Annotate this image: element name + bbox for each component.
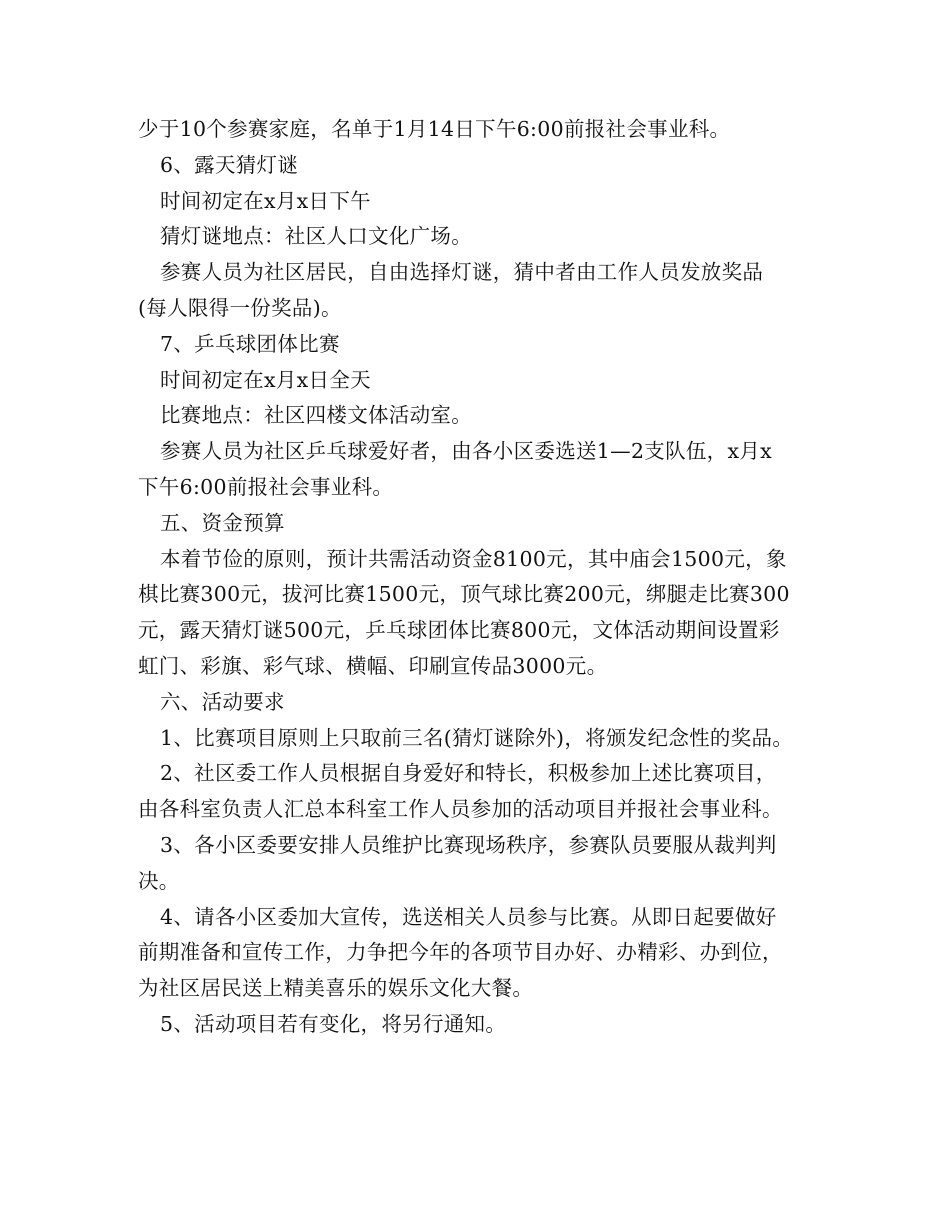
text-line: 由各科室负责人汇总本科室工作人员参加的活动项目并报社会事业科。 [138, 797, 783, 822]
document-body [138, 112, 814, 1043]
text-line: 参赛人员为社区乒乓球爱好者，由各小区委选送1—2支队伍，x月x [160, 439, 773, 464]
text-line: 六、活动要求 [160, 689, 285, 714]
text-line: 6、露天猜灯谜 [160, 152, 299, 177]
text-line: 2、社区委工作人员根据自身爱好和特长，积极参加上述比赛项目， [160, 761, 777, 786]
text-line: 决。 [138, 868, 180, 893]
text-line: 五、资金预算 [160, 510, 285, 535]
text-line: 参赛人员为社区居民，自由选择灯谜，猜中者由工作人员发放奖品 [160, 260, 764, 285]
text-line: 3、各小区委要安排人员维护比赛现场秩序，参赛队员要服从裁判判 [160, 832, 777, 857]
text-line: 猜灯谜地点：社区人口文化广场。 [160, 224, 472, 249]
text-line: 前期准备和宣传工作，力争把今年的各项节目办好、办精彩、办到位， [138, 940, 783, 965]
text-line: 下午6:00前报社会事业科。 [138, 474, 394, 499]
text-line: 5、活动项目若有变化，将另行通知。 [160, 1011, 507, 1036]
text-line: 时间初定在x月x日全天 [160, 367, 371, 392]
text-line: 元，露天猜灯谜500元，乒乓球团体比赛800元，文体活动期间设置彩 [138, 618, 780, 643]
text-line: 时间初定在x月x日下午 [160, 188, 371, 213]
text-line: 本着节俭的原则，预计共需活动资金8100元，其中庙会1500元，象 [160, 546, 787, 571]
text-line: 1、比赛项目原则上只取前三名(猜灯谜除外)，将颁发纪念性的奖品。 [160, 725, 794, 750]
text-line: 虹门、彩旗、彩气球、横幅、印刷宣传品3000元。 [138, 653, 608, 678]
text-line: (每人限得一份奖品)。 [138, 295, 342, 320]
text-line: 为社区居民送上精美喜乐的娱乐文化大餐。 [138, 976, 534, 1001]
text-line: 7、乒乓球团体比赛 [160, 331, 340, 356]
text-line: 比赛地点：社区四楼文体活动室。 [160, 403, 472, 428]
text-line: 棋比赛300元，拔河比赛1500元，顶气球比赛200元，绑腿走比赛300 [138, 582, 790, 607]
text-line: 4、请各小区委加大宣传，选送相关人员参与比赛。从即日起要做好 [160, 904, 777, 929]
text-line: 少于10个参赛家庭，名单于1月14日下午6:00前报社会事业科。 [138, 117, 731, 141]
